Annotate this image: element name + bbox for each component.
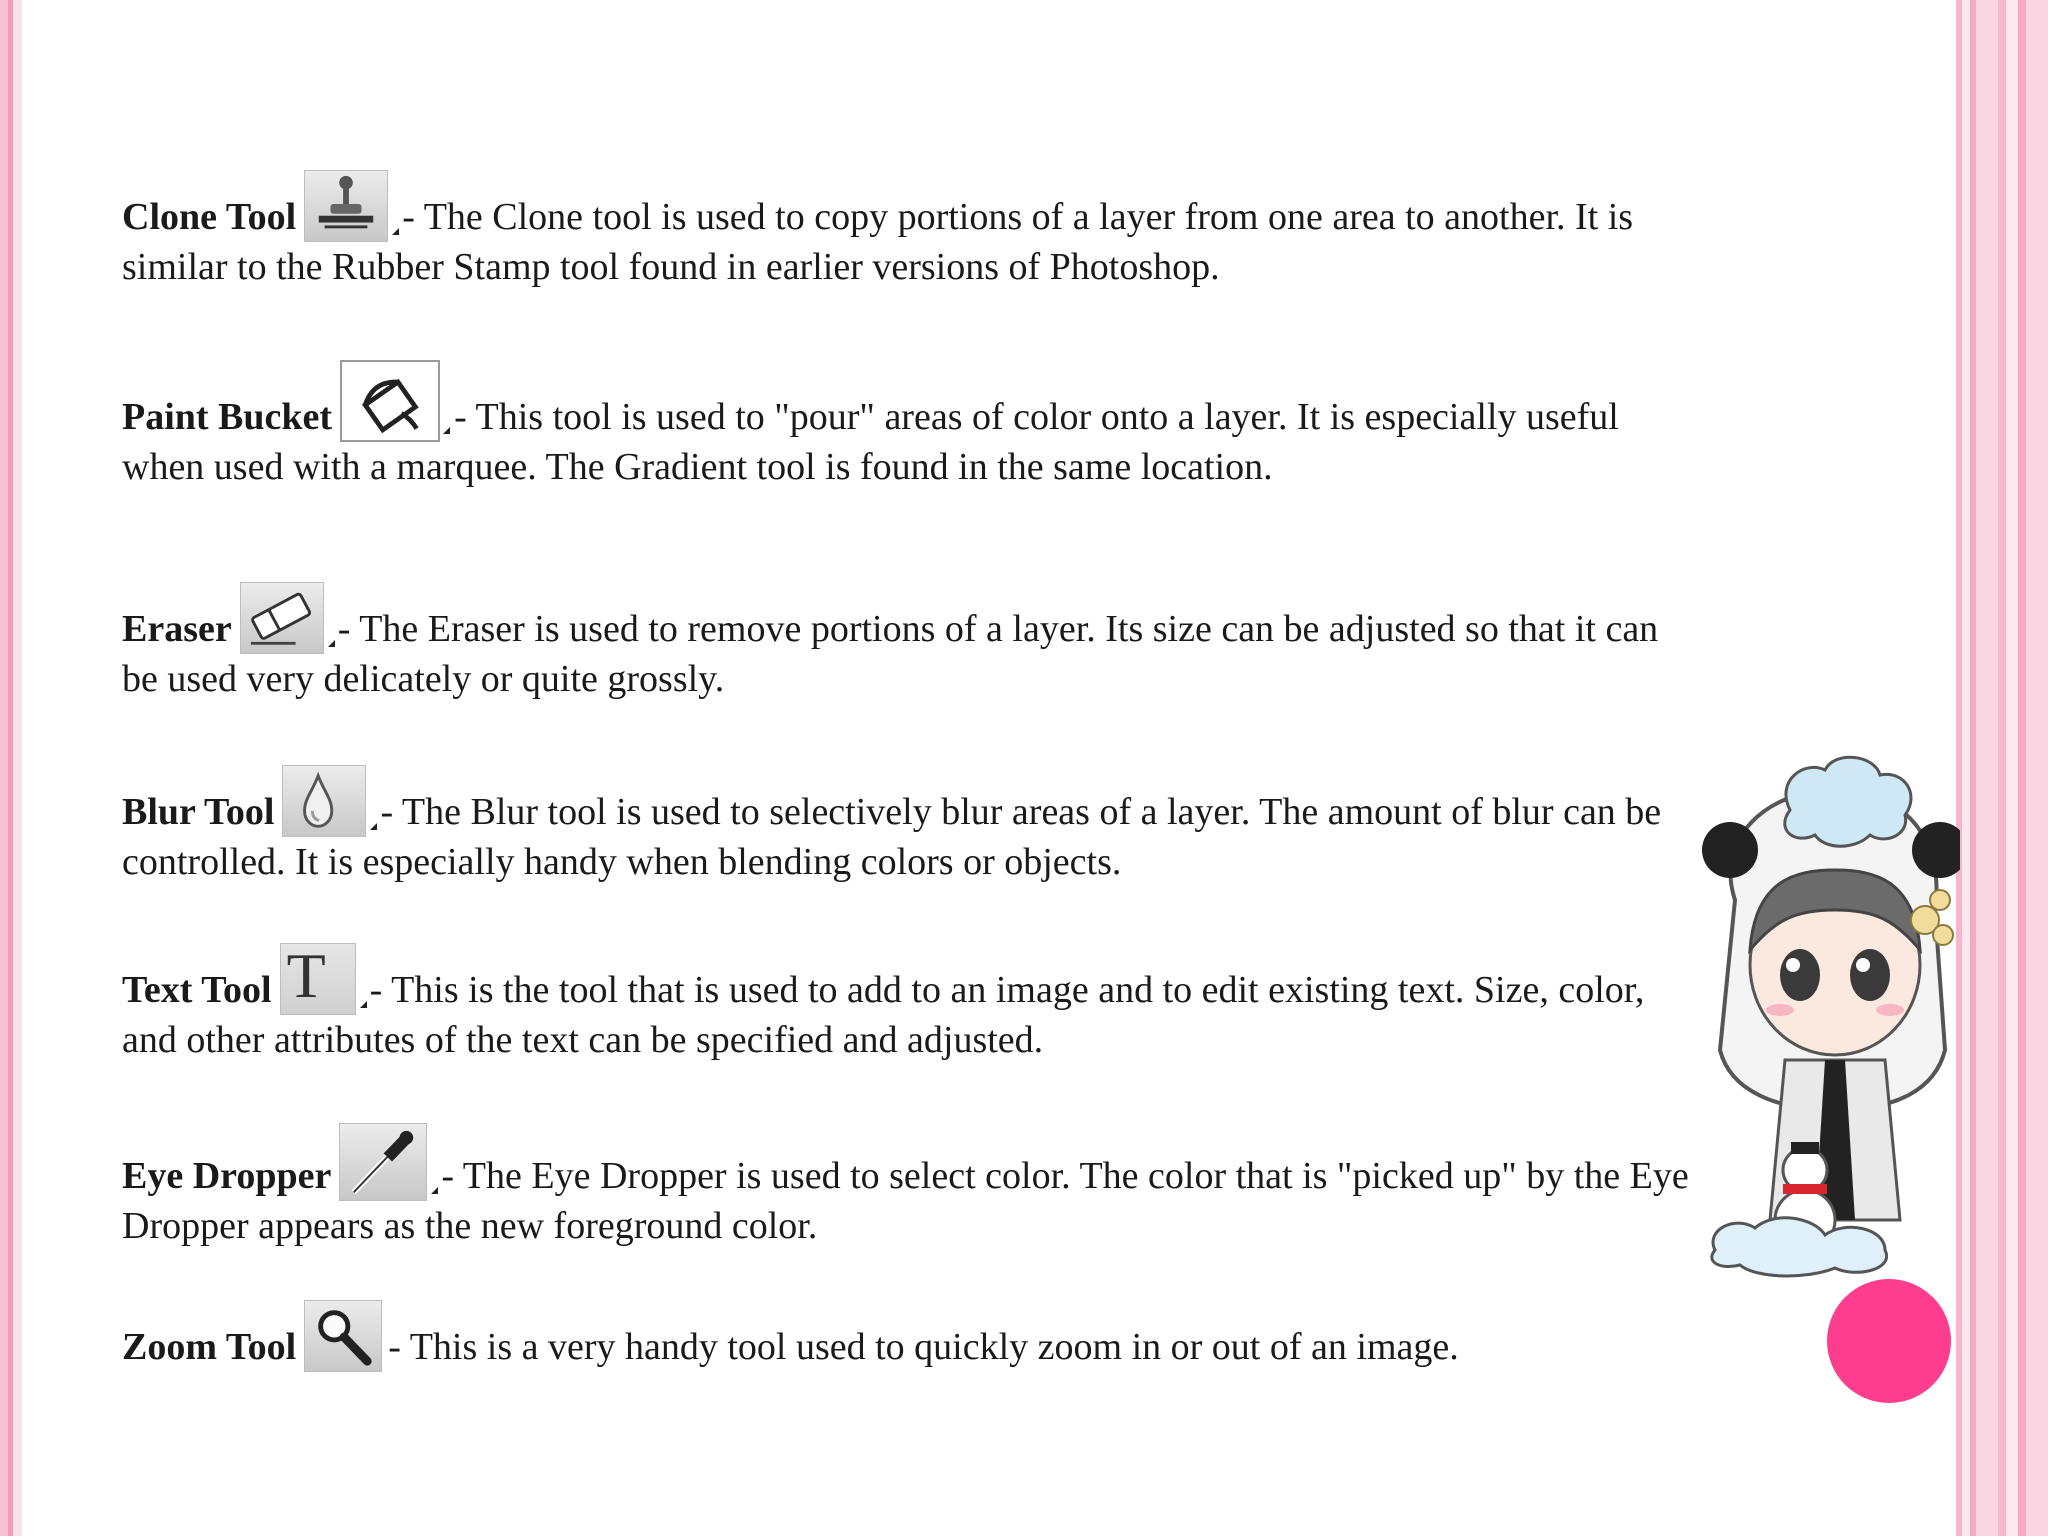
eyedropper-icon [339,1123,427,1201]
text-tool-glyph: T [286,940,326,1011]
text-t-icon [280,940,356,1015]
eraser-icon [240,582,324,654]
tool-name: Blur Tool [122,791,275,833]
right-pink-stripes [1956,0,2048,1536]
blur-drop-icon [282,765,366,837]
entry-eye-dropper [122,1123,1702,1251]
tool-description: - The Eye Dropper is used to select color. The color that is "picked up" by the Eye Dropper appears as the new foreground color. [122,1155,1689,1247]
tool-name: Eraser [122,608,232,650]
entry-eraser [122,582,1702,704]
pink-circle-decoration [1827,1279,1951,1403]
tool-description: - The Blur tool is used to selectively blur areas of a layer. The amount of blur can be controlled. It is especially handy when blending colors or objects. [122,791,1662,883]
magnifier-icon [304,1300,382,1372]
tool-name: Paint Bucket [122,396,333,438]
entry-text-tool [122,940,1702,1065]
entry-paint-bucket [122,360,1702,492]
chibi-character-illustration [1695,750,1960,1280]
entry-clone-tool [122,170,1702,292]
tool-name: Clone Tool [122,196,297,238]
tool-description: - This tool is used to "pour" areas of color onto a layer. It is especially useful when used with a marquee. The Gradient tool is found in the same location. [122,396,1619,488]
tool-name: Zoom Tool [122,1326,297,1368]
clone-stamp-icon [304,170,388,242]
paint-bucket-icon [340,360,440,442]
entry-blur-tool [122,765,1702,887]
entry-zoom-tool [122,1300,1702,1372]
tool-name: Text Tool [122,969,272,1011]
tool-description: - This is the tool that is used to add to an image and to edit existing text. Size, color, and other attributes of the text can be specified and adjusted. [122,969,1645,1061]
tool-description: - The Clone tool is used to copy portions of a layer from one area to another. It is similar to the Rubber Stamp tool found in earlier versions of Photoshop. [122,196,1634,288]
tool-description: - The Eraser is used to remove portions of a layer. Its size can be adjusted so that it can be used very delicately or quite grossly. [122,608,1659,700]
tool-name: Eye Dropper [122,1155,332,1197]
left-pink-border [0,0,22,1536]
tool-description: - This is a very handy tool used to quickly zoom in or out of an image. [388,1326,1459,1368]
